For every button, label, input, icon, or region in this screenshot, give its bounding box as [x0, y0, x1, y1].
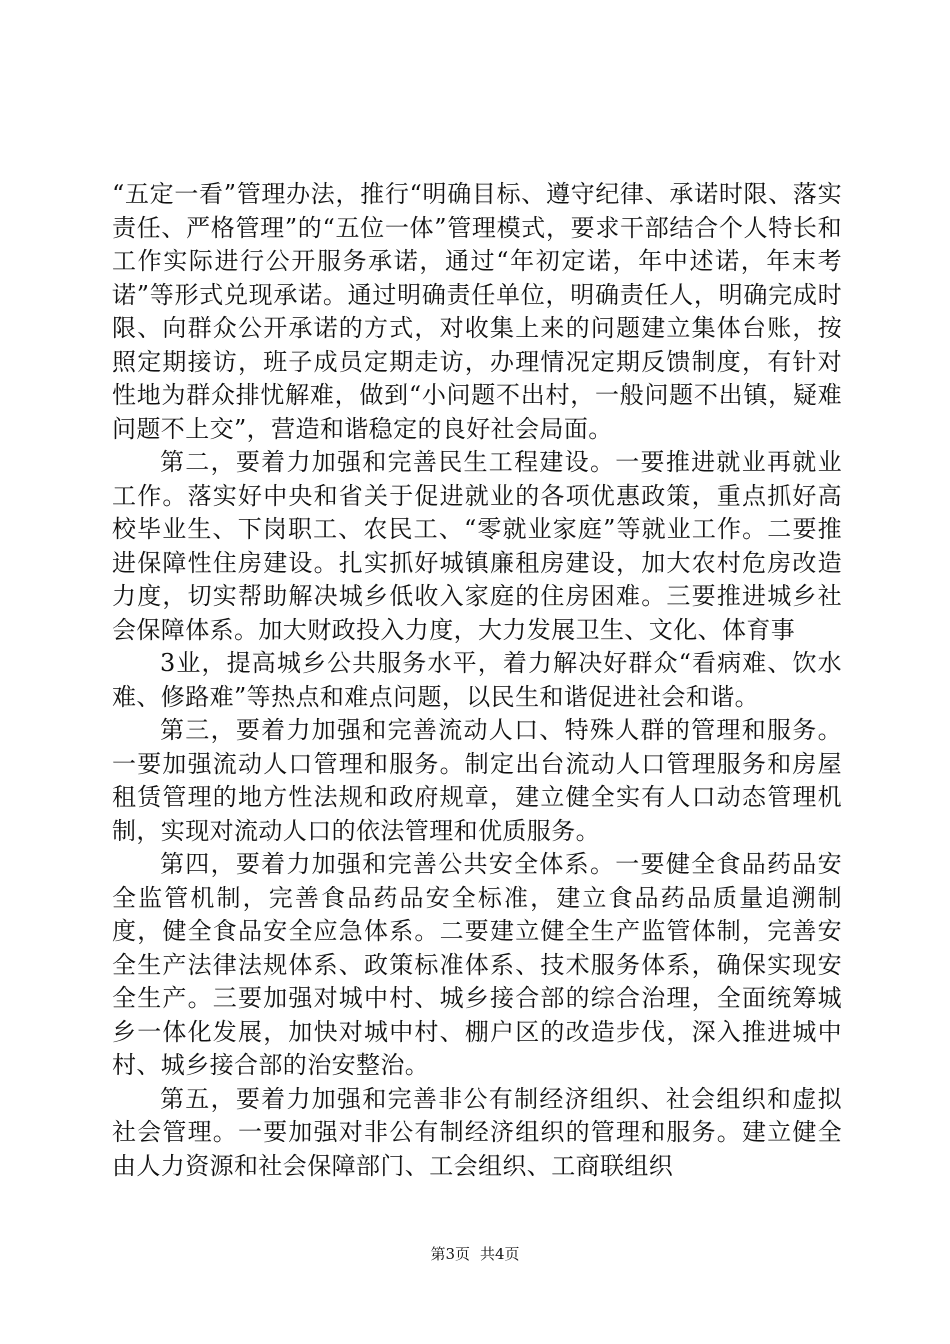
paragraph-1: “五定一看”管理办法，推行“明确目标、遵守纪律、承诺时限、落实责任、严格管理”的“五位一体”管理模式，要求干部结合个人特长和工作实际进行公开服务承诺，通过“年初定诺，年中述诺，年末考诺”等形式兑现承诺。通过明确责任单位，明确责任人，明确完成时限、向群众公开承诺的方式，对收集上来的问题建立集体台账，按照定期接访，班子成员定期走访，办理情况定期反馈制度，有针对性地为群众排忧解难，做到“小问题不出村，一般问题不出镇，疑难问题不上交”，营造和谐稳定的良好社会局面。 [112, 180, 842, 443]
paragraph-6: 第五，要着力加强和完善非公有制经济组织、社会组织和虚拟社会管理。一要加强对非公有制经济组织的管理和服务。建立健全由人力资源和社会保障部门、工会组织、工商联组织 [112, 1084, 842, 1180]
page-total: 共4页 [480, 1245, 520, 1263]
paragraph-5: 第四，要着力加强和完善公共安全体系。一要健全食品药品安全监管机制，完善食品药品安全标准，建立食品药品质量追溯制度，健全食品安全应急体系。二要建立健全生产监管体制，完善安全生产法律法规体系、政策标准体系、技术服务体系，确保实现安全生产。三要加强对城中村、城乡接合部的综合治理，全面统筹城乡一体化发展，加快对城中村、棚户区的改造步伐，深入推进城中村、城乡接合部的治安整治。 [112, 850, 842, 1079]
paragraph-2: 第二，要着力加强和完善民生工程建设。一要推进就业再就业工作。落实好中央和省关于促进就业的各项优惠政策，重点抓好高校毕业生、下岗职工、农民工、“零就业家庭”等就业工作。二要推进保障性住房建设。扎实抓好城镇廉租房建设，加大农村危房改造力度，切实帮助解决城乡低收入家庭的住房困难。三要推进城乡社会保障体系。加大财政投入力度，大力发展卫生、文化、体育事 [112, 448, 842, 644]
paragraph-3: 3业，提高城乡公共服务水平，着力解决好群众“看病难、饮水难、修路难”等热点和难点问题，以民生和谐促进社会和谐。 [112, 649, 842, 711]
paragraph-4: 第三，要着力加强和完善流动人口、特殊人群的管理和服务。一要加强流动人口管理和服务。制定出台流动人口管理服务和房屋租赁管理的地方性法规和政府规章，建立健全实有人口动态管理机制，实现对流动人口的依法管理和优质服务。 [112, 716, 842, 845]
page-footer [0, 1243, 950, 1264]
page-number: 第3页 [430, 1245, 470, 1263]
document-body [112, 178, 842, 1183]
